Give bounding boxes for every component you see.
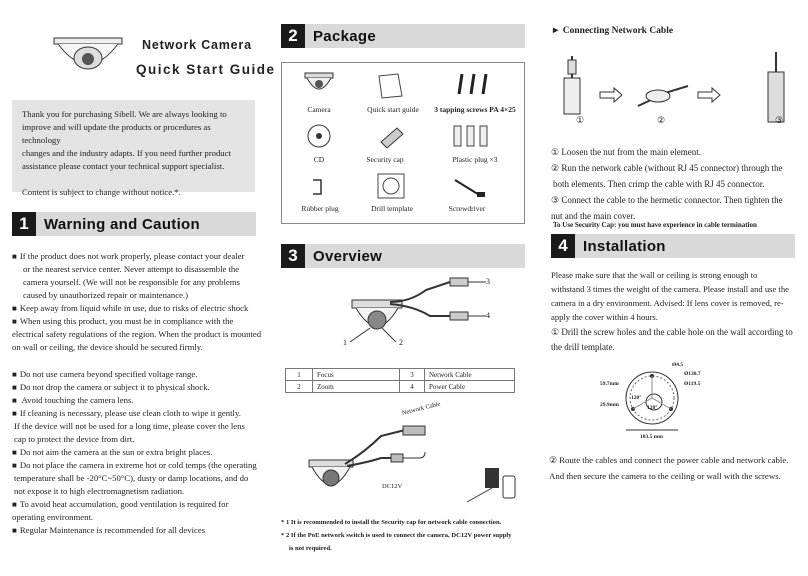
warning-item-cont: not expose it to high electromagnetism radiation.	[14, 486, 185, 496]
cd-icon	[305, 122, 333, 150]
dim-label: Ø119.5	[684, 381, 701, 387]
intro-line: assistance please contact your technical support specialist.	[22, 161, 225, 171]
section-number: 3	[281, 244, 305, 268]
overview-diagram	[330, 272, 500, 352]
connecting-line: ① Loosen the nut from the main element.	[551, 147, 702, 157]
package-item-label: Security cap	[366, 155, 404, 164]
callout-3: 3	[486, 277, 490, 286]
connecting-diagram	[548, 48, 798, 134]
package-item-label: Rubber plug	[301, 204, 339, 213]
warning-item: ■ Do not aim the camera at the sun or extra bright places.	[12, 446, 212, 460]
warning-item: ■ Keep away from liquid while in use, due to risks of electric shock	[12, 302, 248, 316]
security-cap-note: To Use Security Cap: you must have experience in cable termination	[553, 221, 757, 229]
warning-item-cont: electrical safety regulations of the region. When the product is mounted	[12, 329, 262, 339]
screws-icon	[452, 70, 492, 100]
installation-line: camera in a dry environment. Advised: If lens cover is removed, re-	[551, 298, 784, 308]
footnote: is not required.	[289, 545, 332, 552]
dim-label: 59.7mm	[600, 381, 619, 387]
installation-text	[551, 268, 801, 354]
package-item-label: CD	[313, 155, 325, 164]
plastic-plug-icon	[450, 124, 494, 152]
warning-item: ■ Do not use camera beyond specified voltage range.	[12, 368, 197, 382]
section-number: 1	[12, 212, 36, 236]
table-row	[286, 381, 515, 393]
drill-template-icon	[376, 172, 406, 200]
installation-line: And then secure the camera to the ceiling or wall with the screws.	[549, 471, 781, 481]
section-warning-header	[12, 212, 256, 236]
dim-label: 120°	[631, 395, 642, 401]
cover-title-1: Network Camera	[142, 38, 252, 52]
warning-item: ■ If cleaning is necessary, please use clean cloth to wipe it gently.	[12, 407, 241, 421]
security-cap-icon	[375, 122, 409, 150]
dim-label: Ø130.7	[684, 371, 701, 377]
dim-label: Ø4.5	[672, 362, 684, 368]
installation-line: ② Route the cables and connect the power cable and network cable.	[549, 455, 789, 465]
guide-icon	[376, 72, 406, 100]
table-cell: 2	[286, 381, 313, 393]
cover-title-2: Quick Start Guide	[136, 62, 276, 77]
callout-4: 4	[486, 311, 490, 320]
warning-item-cont: caused by unauthorized repair or maintenance.)	[23, 290, 188, 300]
section-title: Installation	[575, 234, 795, 258]
warning-item-cont: camera yourself. (We will not be responsible for any problems	[23, 277, 240, 287]
installation-line: ① Drill the screw holes and the cable hole on the wall according to	[551, 327, 793, 337]
camera-icon	[301, 70, 337, 100]
table-row	[286, 369, 515, 381]
warning-item-cont: cap to protect the device from dirt.	[14, 434, 135, 444]
package-item-label: Drill template	[371, 204, 413, 213]
camera-illustration	[48, 34, 128, 84]
section-title: Overview	[305, 244, 525, 268]
connecting-line: nut and the main cover.	[551, 211, 636, 221]
package-item-label: 3 tapping screws PA 4×25	[434, 105, 516, 114]
network-cable-label: Network Cable	[401, 400, 442, 417]
overview-table	[285, 368, 515, 393]
warning-item-cont: operating environment.	[12, 512, 94, 522]
table-cell: Power Cable	[425, 381, 515, 393]
section-installation-header	[551, 234, 795, 258]
table-cell: 3	[400, 369, 425, 381]
package-item-label: Screwdriver	[448, 204, 486, 213]
connecting-line: ③ Connect the cable to the hermetic connector. Then tighten the	[551, 195, 783, 205]
connecting-line: ② Run the network cable (without RJ 45 connector) through the	[551, 163, 783, 173]
cable-connection-diagram	[295, 412, 525, 508]
connecting-line: both elements. Then crimp the cable with RJ 45 connector.	[553, 179, 765, 189]
intro-box	[12, 100, 255, 197]
warning-item: ■ Do not place the camera in extreme hot or cold temps (the operating	[12, 459, 257, 473]
notice: Content is subject to change without notice.*.	[22, 187, 181, 197]
dim-label: 103.5 mm	[640, 434, 663, 440]
warning-item: ■ If the product does not work properly, please contact your dealer	[12, 250, 244, 264]
connecting-heading: ► Connecting Network Cable	[551, 26, 674, 36]
section-number: 2	[281, 24, 305, 48]
table-cell: 1	[286, 369, 313, 381]
warning-item-cont: on wall or ceiling, the device should be secured firmly.	[12, 342, 203, 352]
warning-item: ■ When using this product, you must be in compliance with the	[12, 315, 233, 329]
installation-line: the drill template.	[551, 342, 615, 352]
intro-line: changes and the industry adapts. If you need further product	[22, 148, 231, 158]
warning-item: ■ Do not drop the camera or subject it to physical shock.	[12, 381, 210, 395]
rubber-plug-icon	[307, 176, 331, 198]
section-package-header	[281, 24, 525, 48]
warning-item: ■ Regular Maintenance is recommended for all devices	[12, 524, 205, 538]
step-mark-3: ③	[775, 115, 784, 125]
step-mark-2: ②	[657, 115, 666, 125]
installation-line: apply the cover within 4 hours.	[551, 312, 658, 322]
section-number: 4	[551, 234, 575, 258]
table-cell: 4	[400, 381, 425, 393]
warning-item: ■ Avoid touching the camera lens.	[12, 394, 134, 408]
dim-label: 29.9mm	[600, 402, 619, 408]
section-overview-header	[281, 244, 525, 268]
intro-line: improve and will update the products or procedures as technology	[22, 122, 211, 145]
dim-label: 120°	[647, 405, 658, 411]
warning-item: ■ To avoid heat accumulation, good ventilation is required for	[12, 498, 228, 512]
section-title: Warning and Caution	[36, 212, 256, 236]
footnote: * 1 It is recommended to install the Security cap for network cable connection.	[281, 519, 502, 526]
table-cell: Network Cable	[425, 369, 515, 381]
package-item-label: Quick start guide	[367, 105, 419, 114]
callout-1: 1	[343, 338, 347, 347]
callout-2: 2	[399, 338, 403, 347]
installation-line: withstand 3 times the weight of the camera. Please install and use the	[551, 284, 789, 294]
warning-item-cont: temperature shall be -20°C~50°C), dusty or damp locations, and do	[14, 473, 249, 483]
connecting-steps	[551, 144, 801, 224]
warning-item-cont: or the nearest service center. Never attempt to disassemble the	[23, 264, 240, 274]
drill-template-diagram	[602, 362, 722, 434]
package-item-label: Plastic plug ×3	[452, 155, 498, 164]
table-cell: Zoom	[313, 381, 400, 393]
installation-text-2	[549, 452, 801, 484]
table-cell: Focus	[313, 369, 400, 381]
intro-line: Thank you for purchasing Sibell. We are always looking to	[22, 109, 227, 119]
installation-line: Please make sure that the wall or ceiling is strong enough to	[551, 270, 758, 280]
package-item-label: Camera	[307, 105, 331, 114]
section-title: Package	[305, 24, 525, 48]
screwdriver-icon	[451, 176, 491, 200]
step-mark-1: ①	[576, 115, 585, 125]
dc-label: DC12V	[382, 483, 403, 490]
footnote: * 2 If the PoE network switch is used to connect the camera, DC12V power supply	[281, 532, 512, 539]
warning-item-cont: If the device will not be used for a long time, please cover the lens	[14, 421, 245, 431]
